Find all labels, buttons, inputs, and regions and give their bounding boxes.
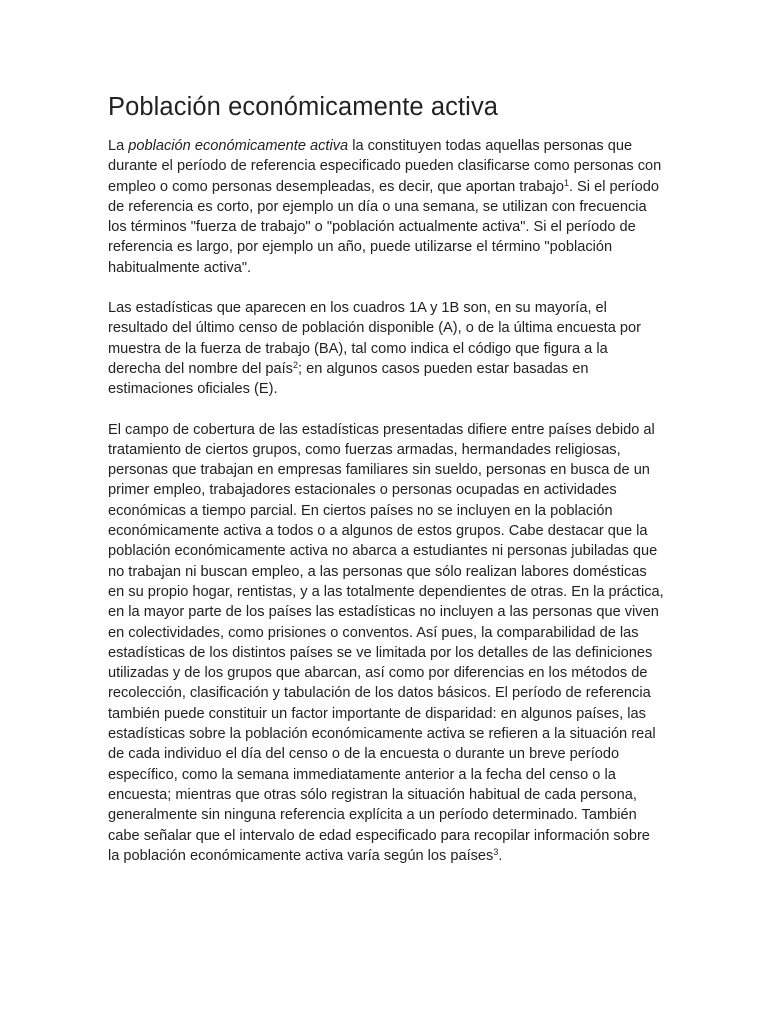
paragraph-text: El campo de cobertura de las estadísticas presentadas difiere entre países debido al tratamiento de ciertos grupos, como fuerzas armadas, hermandades religiosas, personas que trabajan en empresas familiares sin sueldo, personas en busca de un primer empleo, trabajadores estacionales o personas ocupadas en actividades económicas a tiempo parcial. En ciertos países no se incluyen en la población económicamente activa a todos o a algunos de estos grupos. Cabe destacar que la población económicamente activa no abarca a estudiantes ni personas jubiladas que no trabajan ni buscan empleo, a las personas que sólo realizan labores domésticas en su propio hogar, rentistas, y a las totalmente dependientes de otras. En la práctica, en la mayor parte de los países las estadísticas no incluyen a las personas que viven en colectividades, como prisiones o conventos. Así pues, la comparabilidad de las estadísticas de los distintos países se ve limitada por los detalles de las definiciones utilizadas y de los grupos que abarcan, así como por diferencias en los métodos de recolección, clasificación y tabulación de los datos básicos. El período de referencia también puede constituir un factor importante de disparidad: en algunos países, las estadísticas sobre la población económicamente activa se refieren a la situación real de cada individuo el día del censo o de la encuesta o durante un breve período específico, como la semana immediatamente anterior a la fecha del censo o la encuesta; mientras que otras sólo registran la situación habitual de cada persona, generalmente sin ninguna referencia explícita a un período determinado. También cabe señalar que el intervalo de edad especificado para recopilar información sobre la población económicamente activa varía según los países: [108, 421, 664, 864]
paragraph-text: La: [108, 138, 129, 154]
paragraph-text: la constituyen todas aquellas personas que durante el período de referencia especificado pueden clasificarse como personas con empleo o como personas desempleadas, es decir, que aportan trabajo: [108, 138, 662, 195]
document-page: [108, 92, 664, 886]
paragraph-coverage: [108, 420, 664, 867]
defined-term: población económicamente activa: [128, 138, 349, 154]
footnote-marker: 2: [292, 359, 298, 370]
paragraph-definition: [108, 136, 664, 278]
paragraph-sources: [108, 298, 664, 399]
paragraph-text: . Si el período de referencia es corto, por ejemplo un día o una semana, se utilizan con frecuencia los términos "fuerza de trabajo" o "población actualmente activa". Si el período de referencia es largo, por ejemplo un año, puede utilizarse el término "población habitualmente activa".: [108, 178, 660, 276]
paragraph-text: ; en algunos casos pueden estar basadas en estimaciones oficiales (E).: [108, 360, 589, 398]
footnote-marker: 3: [493, 846, 499, 857]
footnote-marker: 1: [563, 177, 569, 188]
paragraph-text: .: [498, 847, 503, 864]
paragraph-text: Las estadísticas que aparecen en los cuadros 1A y 1B son, en su mayoría, el resultado del último censo de población disponible (A), o de la última encuesta por muestra de la fuerza de trabajo (BA), tal como indica el código que figura a la derecha del nombre del país: [108, 300, 641, 377]
document-title: Población económicamente activa: [108, 93, 499, 121]
